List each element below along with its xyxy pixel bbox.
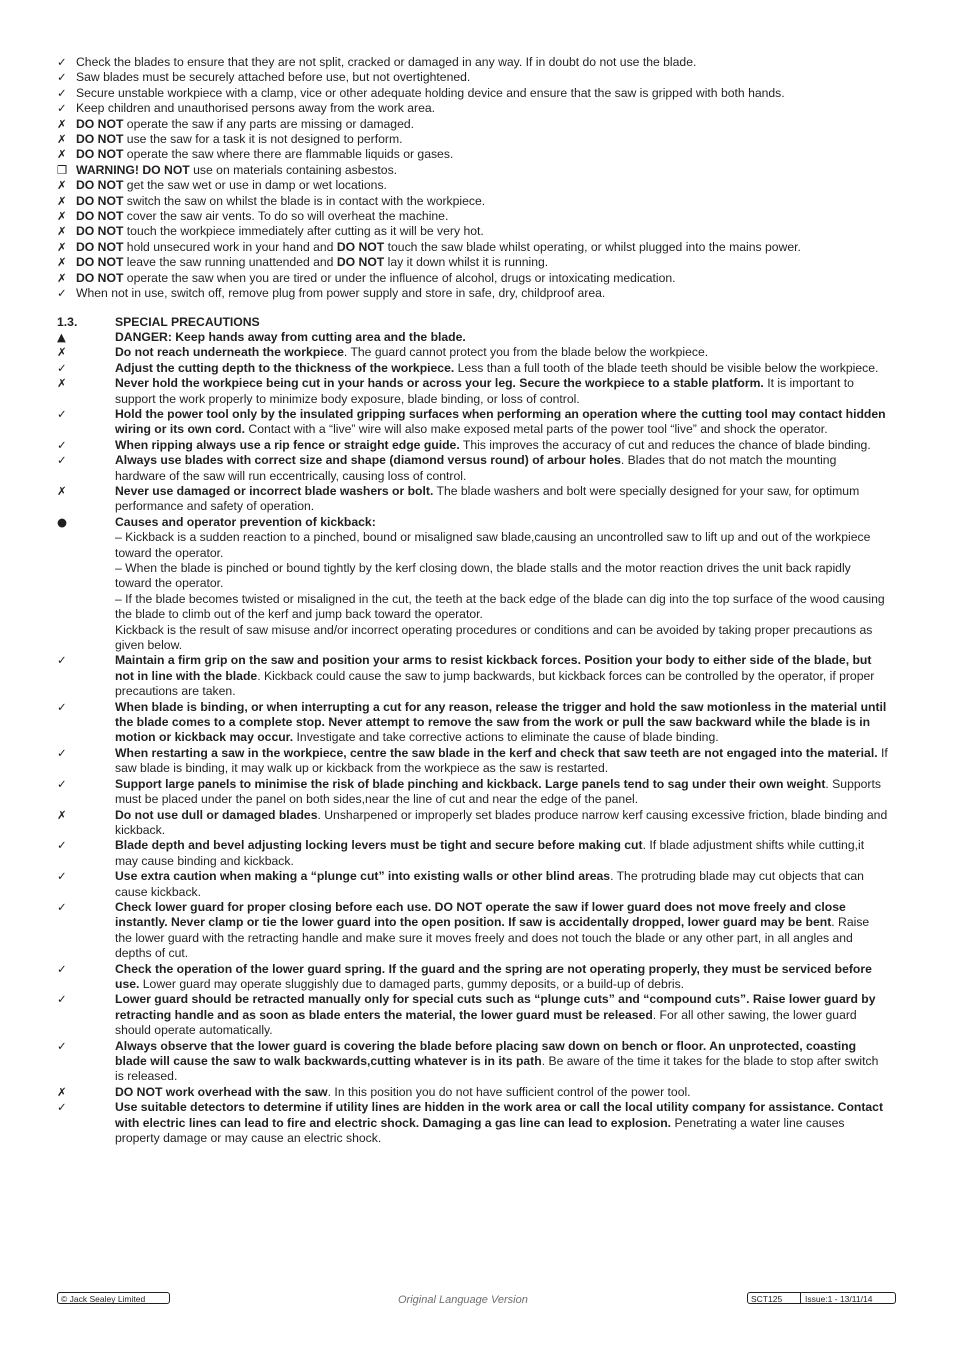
rule-item	[57, 271, 889, 286]
rule-item	[57, 132, 889, 147]
bold-text: DO NOT	[336, 255, 385, 270]
text: – Kickback is a sudden reaction to a pinched, bound or misaligned saw blade,causing an uncontrolled saw to lift up and out of the workpiece toward the operator.	[115, 530, 871, 560]
check-icon: ✓	[57, 869, 67, 884]
precaution-paragraph	[115, 361, 889, 376]
check-icon: ✓	[57, 101, 67, 116]
text: When not in use, switch off, remove plug from power supply and store in safe, dry, childproof area.	[76, 286, 606, 301]
precaution-paragraph	[115, 592, 889, 623]
cross-icon: ✗	[57, 239, 67, 254]
precaution-item	[57, 484, 889, 515]
bold-text: Hold the power tool only by the insulated gripping surfaces when performing an operation where the cutting tool may contact hidden wiring or its own cord.	[115, 406, 886, 437]
precaution-item	[57, 962, 889, 993]
rule-item	[57, 55, 889, 70]
cross-icon: ✗	[57, 209, 67, 224]
cross-icon: ✗	[57, 224, 67, 239]
cross-icon: ✗	[57, 376, 67, 391]
precaution-item	[57, 515, 889, 654]
cross-icon: ✗	[57, 132, 67, 147]
precaution-text	[115, 653, 889, 699]
text: . The guard cannot protect you from the blade below the workpiece.	[343, 345, 709, 360]
text: . Supports must be placed under the panel on both sides,near the line of cut and near the edge of the panel.	[115, 776, 881, 807]
precaution-paragraph	[115, 992, 889, 1038]
bold-text: Check the operation of the lower guard spring. If the guard and the spring are not operating properly, they must be serviced before use.	[115, 961, 872, 991]
check-icon: ✓	[57, 992, 67, 1007]
rule-text	[76, 101, 889, 116]
precaution-item	[57, 838, 889, 869]
rule-item	[57, 70, 889, 85]
precaution-paragraph	[115, 345, 889, 360]
precaution-paragraph	[115, 453, 889, 484]
copyright-text: © Jack Sealey Limited	[61, 1294, 146, 1304]
precaution-paragraph	[115, 838, 889, 869]
bold-text: Do not use dull or damaged blades	[115, 807, 318, 822]
cross-icon: ✗	[57, 483, 67, 498]
bold-text: DO NOT	[76, 193, 124, 208]
text: touch the saw blade whilst operating, or whilst plugged into the mains power.	[384, 239, 801, 254]
text: . Be aware of the time it takes for the blade to stop after switch is released.	[115, 1054, 879, 1084]
text: operate the saw if any parts are missing or damaged.	[123, 116, 415, 131]
precaution-item	[57, 1085, 889, 1100]
text: use the saw for a task it is not designed to perform.	[123, 132, 403, 147]
precaution-text	[115, 962, 889, 993]
bold-text: DO NOT	[76, 147, 124, 162]
check-icon: ✓	[57, 453, 67, 468]
precaution-paragraph	[115, 407, 889, 438]
cross-icon: ✗	[57, 193, 67, 208]
bold-text: DANGER: Keep hands away from cutting area and the blade.	[115, 329, 466, 344]
text: get the saw wet or use in damp or wet locations.	[123, 178, 387, 193]
cross-icon: ✗	[57, 345, 67, 360]
rule-item	[57, 86, 889, 101]
text: use on materials containing asbestos.	[189, 162, 398, 177]
check-icon: ✓	[57, 360, 67, 375]
text: Lower guard may operate sluggishly due to damaged parts, gummy deposits, or a build-up of debris.	[139, 976, 685, 991]
model-issue-box	[747, 1292, 896, 1304]
cross-icon: ✗	[57, 116, 67, 131]
bullet-icon: ●	[57, 514, 68, 529]
precaution-item	[57, 438, 889, 453]
text: touch the workpiece immediately after cutting as it will be very hot.	[123, 224, 484, 239]
text: If saw blade is binding, it may walk up or kickback from the workpiece as the saw is restarted.	[115, 745, 888, 776]
rule-text	[76, 70, 889, 85]
rule-item	[57, 163, 889, 178]
check-icon: ✓	[57, 699, 67, 714]
check-icon: ✓	[57, 961, 67, 976]
rule-item	[57, 117, 889, 132]
precaution-paragraph	[115, 376, 889, 407]
text: Investigate and take corrective actions to eliminate the cause of blade binding.	[293, 730, 719, 745]
text: It is important to support the work properly to minimize body exposure, blade binding, or loss of control.	[115, 376, 854, 406]
precaution-text	[115, 1100, 889, 1146]
precaution-item	[57, 746, 889, 777]
precaution-text	[115, 869, 889, 900]
issue-date: Issue:1 - 13/11/14	[805, 1294, 873, 1304]
cross-icon: ✗	[57, 807, 67, 822]
text: . In this position you do not have sufficient control of the power tool.	[327, 1084, 691, 1099]
warning-box-icon: ❐	[57, 162, 68, 177]
cross-icon: ✗	[57, 255, 67, 270]
check-icon: ✓	[57, 653, 67, 668]
precaution-text	[115, 900, 889, 962]
rule-text	[76, 255, 889, 270]
text: This improves the accuracy of cut and reduces the chance of blade binding.	[459, 437, 871, 452]
bold-text: Never use damaged or incorrect blade washers or bolt.	[115, 483, 434, 498]
rule-item	[57, 224, 889, 239]
bold-text: Lower guard should be retracted manually only for special cuts such as “plunge cuts” and “compound cuts”. Raise lower guard by retracting handle and as soon as blade enters the material, the lower guard must be released	[115, 992, 876, 1022]
text: hold unsecured work in your hand and	[123, 239, 337, 254]
bold-text: Do not reach underneath the workpiece	[115, 345, 344, 360]
precaution-text	[115, 1039, 889, 1085]
precaution-paragraph	[115, 330, 889, 345]
precaution-paragraph	[115, 530, 889, 561]
precaution-item	[57, 869, 889, 900]
precaution-paragraph	[115, 777, 889, 808]
rule-text	[76, 86, 889, 101]
precaution-text	[115, 700, 889, 746]
check-icon: ✓	[57, 838, 67, 853]
precaution-text	[115, 1085, 889, 1100]
bold-text: DO NOT	[76, 178, 124, 193]
rule-item	[57, 194, 889, 209]
text: Contact with a “live” wire will also make exposed metal parts of the power tool “live” and shock the operator.	[245, 422, 828, 437]
text: lay it down whilst it is running.	[384, 255, 549, 270]
precaution-text	[115, 361, 889, 376]
precaution-paragraph	[115, 869, 889, 900]
general-safety-list	[57, 55, 889, 302]
bold-text: Use suitable detectors to determine if utility lines are hidden in the work area or call the local utility company for assistance. Contact with electric lines can lead to fire and electric shock. Damaging a gas line can lead to explosion.	[115, 1100, 884, 1130]
check-icon: ✓	[57, 1100, 67, 1115]
precaution-paragraph	[115, 653, 889, 699]
precaution-text	[115, 838, 889, 869]
text: Check the blades to ensure that they are not split, cracked or damaged in any way. If in doubt do not use the blade.	[76, 55, 697, 69]
text: cover the saw air vents. To do so will overheat the machine.	[123, 209, 449, 224]
precaution-item	[57, 407, 889, 438]
text: – When the blade is pinched or bound tightly by the kerf closing down, the blade stalls and the motor reaction drives the unit back rapidly toward the operator.	[115, 561, 851, 591]
cross-icon: ✗	[57, 1084, 67, 1099]
text: . Kickback could cause the saw to jump backwards, but kickback forces can be controlled by the operator, if proper precautions are taken.	[115, 668, 875, 699]
danger-triangle-icon: ▲	[57, 329, 66, 344]
bold-text: Adjust the cutting depth to the thickness of the workpiece.	[115, 360, 455, 375]
precaution-item	[57, 992, 889, 1038]
text: . The protruding blade may cut objects that can cause kickback.	[115, 869, 864, 899]
text: Keep children and unauthorised persons away from the work area.	[76, 101, 436, 116]
precaution-paragraph	[115, 438, 889, 453]
text: . Raise the lower guard with the retracting handle and make sure it moves freely and does not touch the blade or any other part, in all angles and depths of cut.	[115, 915, 870, 961]
safety-instructions	[57, 55, 889, 1146]
precaution-text	[115, 345, 889, 360]
text: operate the saw where there are flammable liquids or gases.	[123, 147, 454, 162]
bold-text: Use extra caution when making a “plunge cut” into existing walls or other blind areas	[115, 869, 611, 884]
precaution-paragraph	[115, 700, 889, 746]
rule-text	[76, 117, 889, 132]
bold-text: DO NOT work overhead with the saw	[115, 1084, 328, 1099]
check-icon: ✓	[57, 70, 67, 85]
precaution-text	[115, 407, 889, 438]
text: The blade washers and bolt were specially designed for your saw, for optimum performance and safety of operation.	[115, 483, 860, 514]
bold-text: DO NOT	[336, 239, 385, 254]
precaution-paragraph	[115, 484, 889, 515]
precaution-paragraph	[115, 1039, 889, 1085]
precaution-paragraph	[115, 623, 889, 654]
copyright-box	[57, 1292, 170, 1304]
rule-text	[76, 147, 889, 162]
precaution-item	[57, 330, 889, 345]
precaution-paragraph	[115, 962, 889, 993]
text: Saw blades must be securely attached before use, but not overtightened.	[76, 70, 471, 85]
text: – If the blade becomes twisted or misaligned in the cut, the teeth at the back edge of the blade can dig into the top surface of the wood causing the blade to climb out of the kerf and jump back toward the operator.	[115, 591, 885, 622]
precaution-paragraph	[115, 1100, 889, 1146]
precaution-item	[57, 345, 889, 360]
bold-text: DO NOT	[76, 116, 124, 131]
rule-text	[76, 286, 889, 301]
bold-text: When restarting a saw in the workpiece, centre the saw blade in the kerf and check that saw teeth are not engaged into the material.	[115, 745, 878, 760]
language-note: Original Language Version	[398, 1294, 528, 1306]
bold-text: Check lower guard for proper closing before each use. DO NOT operate the saw if lower guard does not move freely and close instantly. Never clamp or tie the lower guard into the open position. If saw is accidentally dropped, lower guard may be bent	[115, 899, 846, 930]
rule-item	[57, 255, 889, 270]
bold-text: DO NOT	[76, 224, 124, 239]
precaution-item	[57, 653, 889, 699]
text: Less than a full tooth of the blade teeth should be visible below the workpiece.	[454, 360, 879, 375]
bold-text: Causes and operator prevention of kickback:	[115, 514, 376, 529]
bold-text: Never hold the workpiece being cut in your hands or across your leg. Secure the workpiece to a stable platform.	[115, 376, 764, 391]
bold-text: Always use blades with correct size and shape (diamond versus round) of arbour holes	[115, 453, 621, 468]
precaution-item	[57, 361, 889, 376]
text: . For all other sawing, the lower guard should operate automatically.	[115, 1007, 857, 1038]
precaution-text	[115, 777, 889, 808]
special-precautions-list	[57, 330, 889, 1147]
precaution-paragraph	[115, 808, 889, 839]
precaution-text	[115, 746, 889, 777]
rule-item	[57, 209, 889, 224]
rule-text	[76, 240, 889, 255]
text: . If blade adjustment shifts while cutting,it may cause binding and kickback.	[115, 838, 865, 868]
precaution-paragraph	[115, 515, 889, 530]
text: Secure unstable workpiece with a clamp, vice or other adequate holding device and ensure that the saw is gripped with both hands.	[76, 85, 785, 100]
bold-text: DO NOT	[76, 132, 124, 147]
precaution-text	[115, 453, 889, 484]
precaution-item	[57, 1039, 889, 1085]
rule-text	[76, 132, 889, 147]
bold-text: DO NOT	[76, 209, 124, 224]
section-number: 1.3.	[57, 314, 78, 329]
model-number: SCT125	[748, 1293, 801, 1303]
bold-text: Support large panels to minimise the risk of blade pinching and kickback. Large panels tend to sag under their own weight	[115, 776, 826, 791]
check-icon: ✓	[57, 406, 67, 421]
precaution-text	[115, 376, 889, 407]
rule-text	[76, 194, 889, 209]
bold-text: WARNING! DO NOT	[76, 162, 190, 177]
text: Kickback is the result of saw misuse and/or incorrect operating procedures or conditions and can be avoided by taking proper precautions as given below.	[115, 622, 873, 653]
check-icon: ✓	[57, 899, 67, 914]
text: leave the saw running unattended and	[123, 255, 337, 270]
text: switch the saw on whilst the blade is in contact with the workpiece.	[123, 193, 486, 208]
check-icon: ✓	[57, 286, 67, 301]
precaution-paragraph	[115, 746, 889, 777]
rule-text	[76, 55, 889, 70]
rule-text	[76, 271, 889, 286]
check-icon: ✓	[57, 1038, 67, 1053]
bold-text: DO NOT	[76, 239, 124, 254]
precaution-paragraph	[115, 561, 889, 592]
rule-item	[57, 240, 889, 255]
cross-icon: ✗	[57, 147, 67, 162]
text: . Unsharpened or improperly set blades produce narrow kerf causing excessive friction, blade binding and kickback.	[115, 807, 888, 837]
rule-item	[57, 101, 889, 116]
rule-text	[76, 224, 889, 239]
check-icon: ✓	[57, 437, 67, 452]
rule-text	[76, 209, 889, 224]
precaution-item	[57, 777, 889, 808]
precaution-text	[115, 484, 889, 515]
precaution-item	[57, 900, 889, 962]
precaution-item	[57, 808, 889, 839]
bold-text: DO NOT	[76, 255, 124, 270]
rule-item	[57, 178, 889, 193]
precaution-text	[115, 808, 889, 839]
precaution-item	[57, 453, 889, 484]
rule-item	[57, 286, 889, 301]
cross-icon: ✗	[57, 270, 67, 285]
rule-item	[57, 147, 889, 162]
precaution-text	[115, 992, 889, 1038]
text: operate the saw when you are tired or under the influence of alcohol, drugs or intoxicating medication.	[123, 270, 676, 285]
section-title: SPECIAL PRECAUTIONS	[115, 314, 260, 329]
bold-text: When ripping always use a rip fence or straight edge guide.	[115, 437, 460, 452]
precaution-item	[57, 700, 889, 746]
precaution-item	[57, 1100, 889, 1146]
precaution-text	[115, 515, 889, 654]
section-heading	[57, 315, 889, 330]
precaution-text	[115, 438, 889, 453]
precaution-item	[57, 376, 889, 407]
bold-text: When blade is binding, or when interrupting a cut for any reason, release the trigger and hold the saw motionless in the material until the blade comes to a complete stop. Never attempt to remove the saw from the work or pull the saw backward while the blade is in motion or kickback may occur.	[115, 699, 887, 745]
rule-text	[76, 163, 889, 178]
bold-text: DO NOT	[76, 270, 124, 285]
check-icon: ✓	[57, 55, 67, 69]
bold-text: Always observe that the lower guard is covering the blade before placing saw down on bench or floor. An unprotected, coasting blade will cause the saw to walk backwards,cutting whatever is in its path	[115, 1038, 857, 1068]
precaution-paragraph	[115, 1085, 889, 1100]
text: . Blades that do not match the mounting hardware of the saw will run eccentrically, causing loss of control.	[115, 453, 837, 483]
bold-text: Blade depth and bevel adjusting locking levers must be tight and secure before making cut	[115, 838, 643, 853]
check-icon: ✓	[57, 85, 67, 100]
precaution-paragraph	[115, 900, 889, 962]
check-icon: ✓	[57, 776, 67, 791]
cross-icon: ✗	[57, 178, 67, 193]
bold-text: Maintain a firm grip on the saw and position your arms to resist kickback forces. Position your body to either side of the blade, but not in line with the blade	[115, 653, 872, 683]
check-icon: ✓	[57, 745, 67, 760]
rule-text	[76, 178, 889, 193]
text: Penetrating a water line causes property damage or may cause an electric shock.	[115, 1115, 845, 1146]
precaution-text	[115, 330, 889, 345]
